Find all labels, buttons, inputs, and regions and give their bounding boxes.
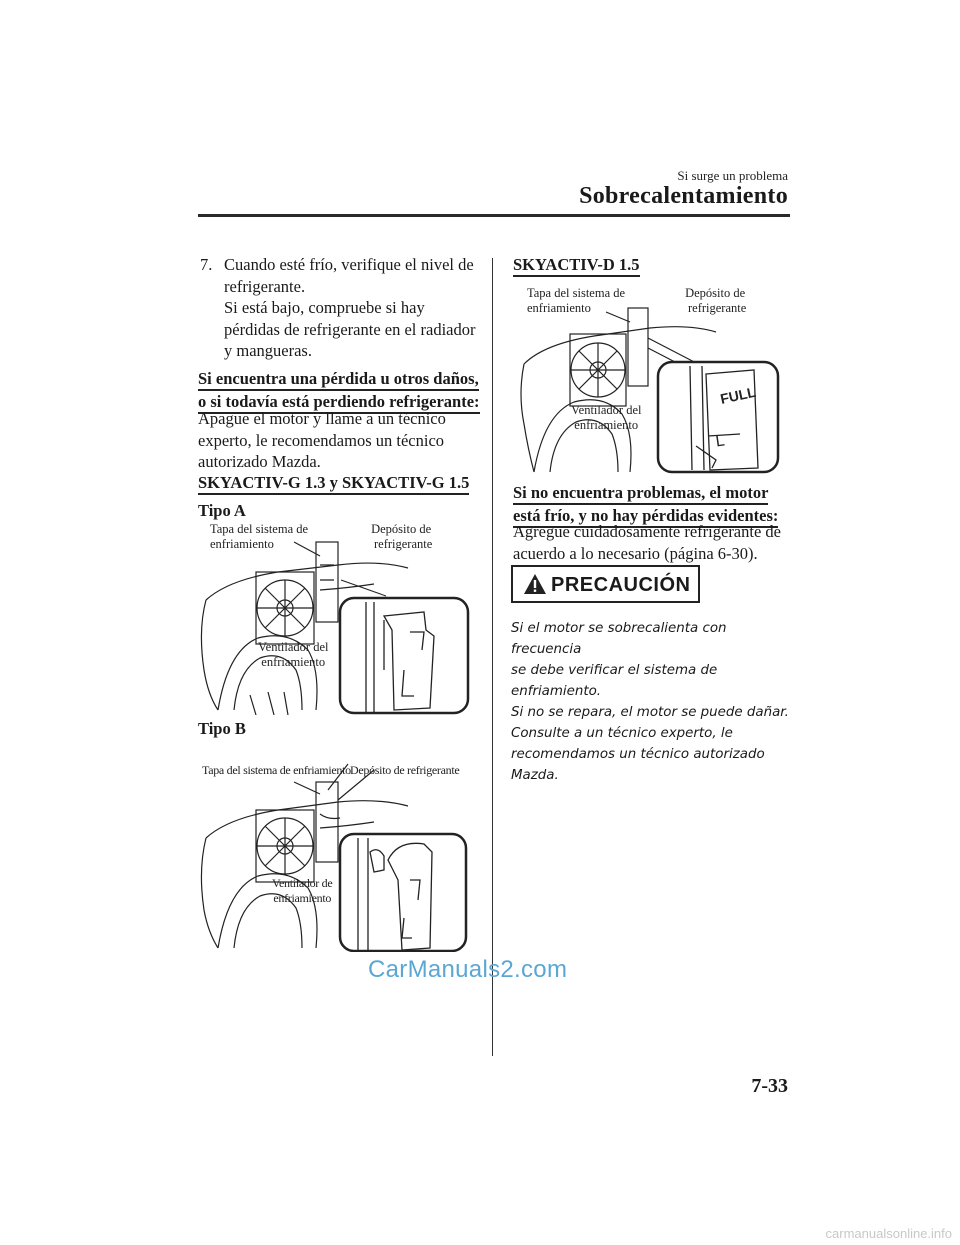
tipo-b-fan-label: Ventilador de enfriamiento — [272, 876, 333, 905]
skyactiv-d-fan-label: Ventilador del enfriamiento — [571, 403, 642, 432]
ok-text — [513, 521, 803, 564]
tipo-b-inset — [340, 834, 466, 951]
caution-title: PRECAUCIÓN — [551, 574, 691, 596]
skyactiv-d-tank-label: Depósito de refrigerante — [685, 286, 747, 315]
step-number: 7. — [200, 255, 213, 274]
skyactiv-g-heading — [198, 472, 469, 495]
leak-heading-line: o si todavía está perdiendo refrigerante: — [198, 391, 480, 414]
column-divider — [492, 258, 493, 1056]
low-mark: L — [714, 432, 726, 451]
leak-text-line: experto, le recomendamos un técnico — [198, 430, 445, 450]
leak-text-line: Apague el motor y llame a un técnico — [198, 409, 446, 428]
tipo-b-label: Tipo B — [198, 719, 246, 738]
skyactiv-d-heading — [513, 254, 640, 277]
warning-icon — [523, 573, 547, 595]
caution-line: Mazda. — [511, 768, 559, 783]
skyactiv-g-heading-text: SKYACTIV-G 1.3 y SKYACTIV-G 1.5 — [198, 472, 469, 495]
caution-line: Consulte a un técnico experto, le — [511, 726, 733, 741]
caution-box — [511, 565, 700, 603]
tipo-b-tank-label: Depósito de refrigerante — [350, 763, 460, 777]
ok-heading-line: está frío, y no hay pérdidas evidentes: — [513, 505, 778, 528]
tipo-a-inset — [340, 598, 468, 713]
tipo-a-label: Tipo A — [198, 501, 246, 520]
skyactiv-d-cap-label: Tapa del sistema de enfriamiento — [527, 286, 626, 315]
engine-illustration — [198, 760, 470, 952]
page-number: 7-33 — [751, 1075, 788, 1097]
leak-text-line: autorizado Mazda. — [198, 452, 321, 471]
step-line: refrigerante. — [224, 276, 306, 296]
step-line: y mangueras. — [224, 341, 312, 360]
caution-line: se debe verificar el sistema de enfriamiento. — [511, 663, 718, 699]
leak-heading-line: Si encuentra una pérdida u otros daños, — [198, 368, 479, 391]
step-7 — [200, 254, 480, 362]
watermark-link[interactable]: CarManuals2.com — [368, 956, 568, 983]
skyactiv-d-inset — [658, 362, 778, 472]
skyactiv-d-heading-text: SKYACTIV-D 1.5 — [513, 254, 640, 277]
tipo-a-fan-label: Ventilador del enfriamiento — [258, 640, 329, 669]
footer-watermark: carmanualsonline.info — [825, 1226, 952, 1241]
caution-text — [511, 618, 796, 786]
leak-text — [198, 408, 488, 473]
ok-text-line: Agregue cuidadosamente refrigerante de — [513, 522, 781, 541]
ok-heading-line: Si no encuentra problemas, el motor — [513, 482, 768, 505]
tipo-b-cap-label: Tapa del sistema de enfriamiento — [202, 763, 351, 777]
caution-line: Si no se repara, el motor se puede dañar. — [511, 705, 789, 720]
ok-text-line: acuerdo a lo necesario (página 6-30). — [513, 543, 758, 563]
caution-line: recomendamos un técnico autorizado — [511, 747, 765, 762]
full-mark: FULL — [718, 383, 758, 407]
tipo-b-figure — [198, 760, 470, 952]
tipo-a-cap-label: Tapa del sistema de enfriamiento — [210, 522, 309, 551]
step-line: pérdidas de refrigerante en el radiador — [224, 319, 476, 339]
step-line: Cuando esté frío, verifique el nivel de — [224, 255, 474, 274]
step-line: Si está bajo, compruebe si hay — [224, 298, 425, 317]
tipo-a-tank-label: Depósito de refrigerante — [371, 522, 433, 551]
caution-line: Si el motor se sobrecalienta con frecuencia — [511, 621, 727, 657]
header-rule — [198, 214, 790, 217]
page-title: Sobrecalentamiento — [579, 183, 788, 209]
section-name: Si surge un problema — [677, 168, 788, 183]
